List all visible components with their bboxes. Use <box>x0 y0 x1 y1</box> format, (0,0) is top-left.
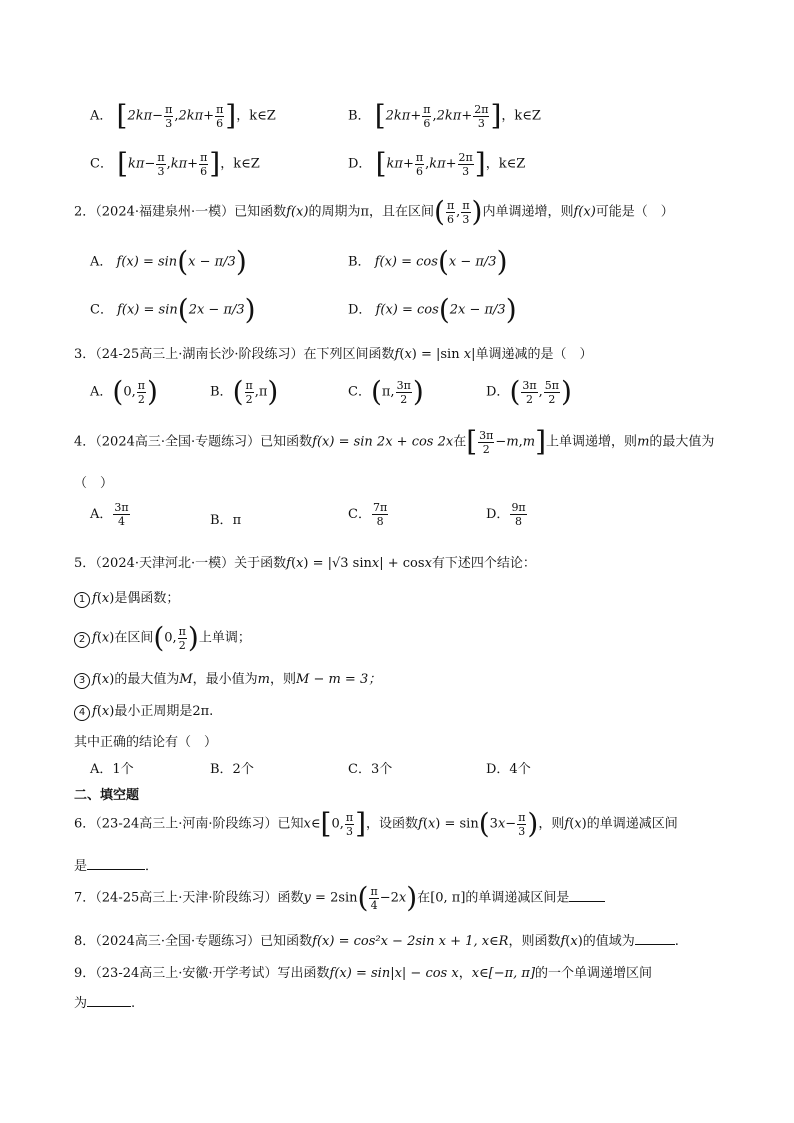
option-suffix: ，k∈Z <box>501 108 541 124</box>
option-letter: B． <box>210 384 233 400</box>
circled-number-4: 4 <box>74 705 90 721</box>
math: x∈[−π, π] <box>471 966 536 981</box>
stem-text: 在下列区间函数 <box>303 347 395 362</box>
option-letter: B． <box>348 254 371 270</box>
math: f <box>394 347 400 362</box>
math: f(x) = cos <box>374 254 438 270</box>
statement-text: ，则 <box>269 672 296 687</box>
question-number: 5． <box>74 556 96 571</box>
math: [0, π] <box>430 890 466 906</box>
question-5: 5．（2024·天津河北·一模）关于函数f(x) = |√3 sinx| + cosx有下述四个结论： <box>74 556 536 571</box>
stem-text: ． <box>145 859 159 874</box>
stem-text: 内单调递增，则 <box>482 204 574 220</box>
q5-statement-4: 4 f(x)最小正周期是2π. <box>74 700 213 721</box>
question-source: （2024·天津河北·一模） <box>95 556 235 571</box>
question-9 <box>74 962 652 981</box>
q6-line-2 <box>74 855 158 874</box>
q5-tail: 其中正确的结论有（ ） <box>74 735 218 750</box>
math: f(x) = cos²x − 2sin x + 1, x∈R <box>312 934 509 949</box>
math: x − π/3 <box>448 254 497 270</box>
stem-text: 在 <box>417 890 431 906</box>
option-letter: D． <box>348 302 372 318</box>
stem-text: . <box>674 934 679 949</box>
stem-text: ，设函数 <box>366 816 419 832</box>
q1-option-a: A． [2kπ− $\frac{\pi}{3}$ ,2kπ+ $\frac{\pi}{6}$ ]，k∈Z <box>90 99 276 132</box>
question-6: 6．（23-24高三上·河南·阶段练习）已知x∈[0, $\frac{\pi}{3}$ ]，设函数f(x) = sin(3x− $\frac{\pi}{3}$ )，则f(x)的单调递减区间 <box>74 807 678 840</box>
bracket-right: ] <box>225 99 237 132</box>
question-source: （23-24高三上·河南·阶段练习） <box>95 816 278 832</box>
q5-statement-2: 2 f(x)在区间(0, $\frac{\pi}{2}$ )上单调； <box>74 624 251 652</box>
option-letter: C． <box>348 384 371 400</box>
section-heading: 二、填空题 <box>74 788 140 803</box>
statement-text: 在区间 <box>114 630 154 646</box>
stem-text: 的最大值为 <box>649 434 715 450</box>
question-number: 7． <box>74 890 96 906</box>
q5-statement-3: 3 f(x)的最大值为M，最小值为m，则M − m = 3； <box>74 668 381 689</box>
stem-text: 已知函数 <box>260 934 313 949</box>
q5-option-d: D．4个 <box>486 762 531 777</box>
question-number: 2． <box>74 204 96 220</box>
statement-text: ，最小值为 <box>192 672 258 687</box>
question-3: 3．（24-25高三上·湖南长沙·阶段练习）在下列区间函数f(x) = |sin x|单调递减的是（ ） <box>74 347 593 362</box>
answer-blank[interactable] <box>87 1006 131 1007</box>
q9-line-2 <box>74 992 135 1011</box>
stem-text: 的单调递减区间 <box>586 816 678 832</box>
math: 2x − π/3 <box>449 302 506 318</box>
q2-option-d: D． f(x) = cos(2x − π/3) <box>348 293 517 326</box>
math: f(x) = sin 2x + cos 2x <box>312 434 454 450</box>
q3-option-c: C．(π, $\frac{3\pi}{2}$ ) <box>348 375 424 408</box>
question-source: （24-25高三上·湖南长沙·阶段练习） <box>95 347 304 362</box>
stem-text: ， <box>458 966 472 981</box>
question-8: 8．（2024高三·全国·专题练习）已知函数f(x) = cos²x − 2sin x + 1, x∈R，则函数f(x)的值域为 . <box>74 934 679 949</box>
option-letter: C． <box>90 302 113 318</box>
q2-option-b: B． f(x) = cos(x − π/3) <box>348 245 508 278</box>
circled-number-2: 2 <box>74 632 90 648</box>
statement-text: 是偶函数； <box>114 591 180 606</box>
option-letter: B． <box>348 108 371 124</box>
answer-blank[interactable] <box>87 869 145 870</box>
math: f(x) <box>286 204 309 220</box>
math: 2π. <box>192 704 214 719</box>
stem-text: 已知 <box>277 816 304 832</box>
stem-text: ，则函数 <box>508 934 561 949</box>
option-letter: D． <box>486 507 510 522</box>
q3-option-b: B．( $\frac{\pi}{2}$ ,π) <box>210 375 279 408</box>
answer-blank[interactable] <box>635 944 675 945</box>
stem-text: 的周期为π，且在区间 <box>308 204 434 220</box>
stem-text: 的单调递减区间是 <box>465 890 570 906</box>
q4-option-c: C． $\frac{7\pi}{8}$ <box>348 501 388 528</box>
q3-option-a: A．(0, $\frac{\pi}{2}$ ) <box>90 375 158 408</box>
statement-text: 上单调； <box>198 630 251 646</box>
option-value: π <box>232 513 242 528</box>
question-4: 4．（2024高三·全国·专题练习）已知函数f(x) = sin 2x + cos 2x在[ $\frac{3\pi}{2}$ −m,m]上单调递增，则m的最大值为 <box>74 425 715 458</box>
stem-text: 是 <box>74 859 88 874</box>
math: f(x) = sin <box>116 254 178 270</box>
stem-text: ，则 <box>538 816 565 832</box>
statement-text: 最小正周期是 <box>114 704 193 719</box>
option-letter: A． <box>90 507 113 522</box>
stem-text: 关于函数 <box>234 556 287 571</box>
circled-number-3: 3 <box>74 673 90 689</box>
q5-option-c: C．3个 <box>348 762 393 777</box>
question-source: （24-25高三上·天津·阶段练习） <box>95 890 278 906</box>
stem-text: 的值域为 <box>582 934 635 949</box>
question-number: 3． <box>74 347 96 362</box>
q5-option-b: B．2个 <box>210 762 254 777</box>
q3-option-d: D．( $\frac{3\pi}{2}$ , $\frac{5\pi}{2}$ ) <box>486 375 572 408</box>
question-source: （2024·福建泉州·一模） <box>95 204 235 220</box>
stem-text: 单调递减的是（ ） <box>475 347 593 362</box>
q1-option-d: D． [kπ+ $\frac{\pi}{6}$ ,kπ+ $\frac{2\pi}{3}$ ]，k∈Z <box>348 147 526 180</box>
q1-option-c: C． [kπ− $\frac{\pi}{3}$ ,kπ+ $\frac{\pi}{6}$ ]，k∈Z <box>90 147 260 180</box>
q1-option-b: B． [2kπ+ $\frac{\pi}{6}$ ,2kπ+ $\frac{2\pi}{3}$ ]，k∈Z <box>348 99 541 132</box>
option-letter: D． <box>486 384 510 400</box>
q2-option-a: A． f(x) = sin(x − π/3) <box>90 245 247 278</box>
q5-statement-1: 1 f(x)是偶函数； <box>74 587 179 608</box>
q4-option-b <box>210 509 241 528</box>
stem-text: . <box>131 996 136 1011</box>
bracket-left: [ <box>116 99 128 132</box>
question-number: 9． <box>74 966 96 981</box>
stem-text: 在 <box>453 434 467 450</box>
question-7: 7．（24-25高三上·天津·阶段练习）函数y = 2sin( $\frac{\pi}{4}$ −2x)在[0, π]的单调递减区间是 <box>74 884 605 912</box>
math: f(x) = sin <box>117 302 178 318</box>
math: M − m = 3； <box>296 672 382 687</box>
question-number: 6． <box>74 816 96 832</box>
stem-text: 可能是（ ） <box>595 204 674 220</box>
q4-option-a: A． $\frac{3\pi}{4}$ <box>90 501 129 528</box>
q5-option-a: A．1个 <box>90 762 134 777</box>
option-letter: A． <box>90 108 113 124</box>
option-letter: B． <box>210 513 233 528</box>
stem-text: 上单调递增，则 <box>546 434 638 450</box>
stem-text: 函数 <box>277 890 304 906</box>
option-letter: A． <box>90 384 113 400</box>
stem-text: 已知函数 <box>234 204 287 220</box>
stem-text: 写出函数 <box>277 966 330 981</box>
option-letter: C． <box>348 507 371 522</box>
option-letter: A． <box>90 254 113 270</box>
stem-text: 的一个单调递增区间 <box>535 966 653 981</box>
math: x − π/3 <box>188 254 236 270</box>
question-source: （2024高三·全国·专题练习） <box>95 434 261 450</box>
math: f(x) = cos <box>375 302 439 318</box>
question-number: 8． <box>74 934 96 949</box>
question-source: （23-24高三上·安徽·开学考试） <box>95 966 278 981</box>
stem-text: 有下述四个结论： <box>431 556 536 571</box>
stem-text: 已知函数 <box>260 434 313 450</box>
math: f(x) = sin|x| − cos x <box>329 966 459 981</box>
q4-option-d: D． $\frac{9\pi}{8}$ <box>486 501 526 528</box>
option-suffix: ，k∈Z <box>236 108 276 124</box>
answer-blank[interactable] <box>569 901 605 902</box>
question-2: 2．（2024·福建泉州·一模）已知函数f(x)的周期为π，且在区间( $\frac{\pi}{6}$ , $\frac{\pi}{3}$ )内单调递增，则f(x)可能是（ ） <box>74 195 674 228</box>
stem-text: 为 <box>74 996 88 1011</box>
option-letter: D． <box>348 156 372 172</box>
math: 2x − π/3 <box>188 302 245 318</box>
option-suffix: ，k∈Z <box>485 156 526 172</box>
q4-answer-paren: （ ） <box>74 476 114 491</box>
circled-number-1: 1 <box>74 592 90 608</box>
math: f(x) <box>573 204 596 220</box>
question-source: （2024高三·全国·专题练习） <box>95 934 261 949</box>
q2-option-c: C． f(x) = sin(2x − π/3) <box>90 293 256 326</box>
question-number: 4． <box>74 434 96 450</box>
option-suffix: ，k∈Z <box>220 156 260 172</box>
statement-text: 的最大值为 <box>114 672 180 687</box>
option-letter: C． <box>90 156 113 172</box>
